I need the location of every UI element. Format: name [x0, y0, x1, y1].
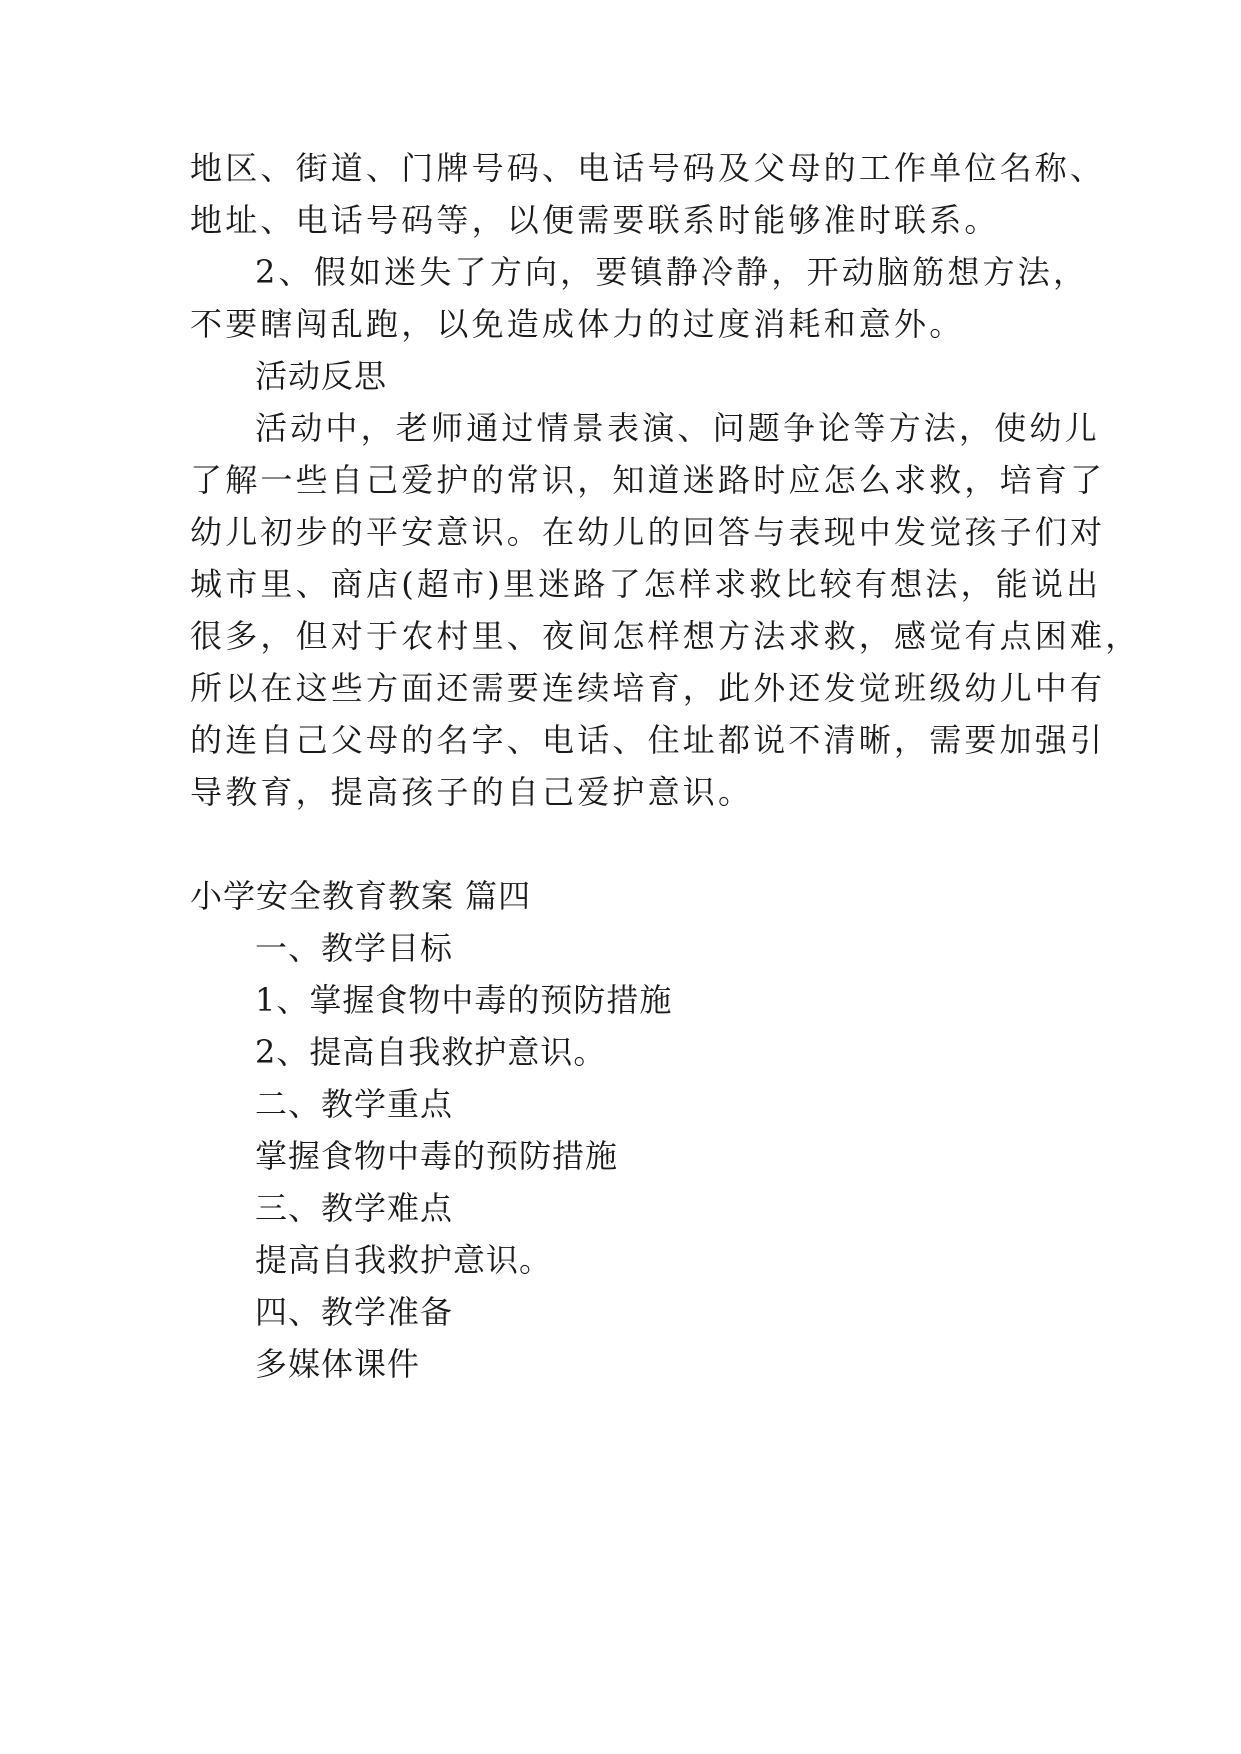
- reflection-heading: 活动反思: [255, 357, 388, 395]
- section-item: 二、教学重点: [255, 1085, 454, 1123]
- reflection-line: 幼儿初步的平安意识。在幼儿的回答与表现中发觉孩子们对: [190, 513, 1106, 551]
- section-item: 四、教学准备: [255, 1293, 454, 1331]
- paragraph1-line2: 地址、电话号码等，以便需要联系时能够准时联系。: [190, 201, 1000, 239]
- reflection-line: 所以在这些方面还需要连续培育，此外还发觉班级幼儿中有: [190, 669, 1106, 707]
- section-item: 2、提高自我救护意识。: [255, 1033, 607, 1071]
- reflection-line: 导教育，提高孩子的自己爱护意识。: [190, 773, 754, 811]
- section-item: 掌握食物中毒的预防措施: [255, 1137, 619, 1175]
- reflection-line: 活动中，老师通过情景表演、问题争论等方法，使幼儿: [255, 409, 1100, 447]
- section-title: 小学安全教育教案 篇四: [190, 877, 532, 915]
- section-item: 三、教学难点: [255, 1189, 454, 1227]
- reflection-line: 了解一些自己爱护的常识，知道迷路时应怎么求救，培育了: [190, 461, 1106, 499]
- paragraph2-line2: 不要瞎闯乱跑，以免造成体力的过度消耗和意外。: [190, 305, 965, 343]
- section-item: 多媒体课件: [255, 1345, 421, 1383]
- section-item: 提高自我救护意识。: [255, 1241, 553, 1279]
- reflection-line: 的连自己父母的名字、电话、住址都说不清晰，需要加强引: [190, 721, 1106, 759]
- paragraph1-line1: 地区、街道、门牌号码、电话号码及父母的工作单位名称、: [190, 149, 1106, 187]
- reflection-line: 很多，但对于农村里、夜间怎样想方法求救，感觉有点困难，: [190, 617, 1141, 655]
- section-item: 1、掌握食物中毒的预防措施: [255, 981, 673, 1019]
- paragraph2-line1: 2、假如迷失了方向，要镇静冷静，开动脑筋想方法，: [255, 253, 1089, 291]
- reflection-line: 城市里、商店(超市)里迷路了怎样求救比较有想法，能说出: [190, 565, 1102, 603]
- section-item: 一、教学目标: [255, 929, 454, 967]
